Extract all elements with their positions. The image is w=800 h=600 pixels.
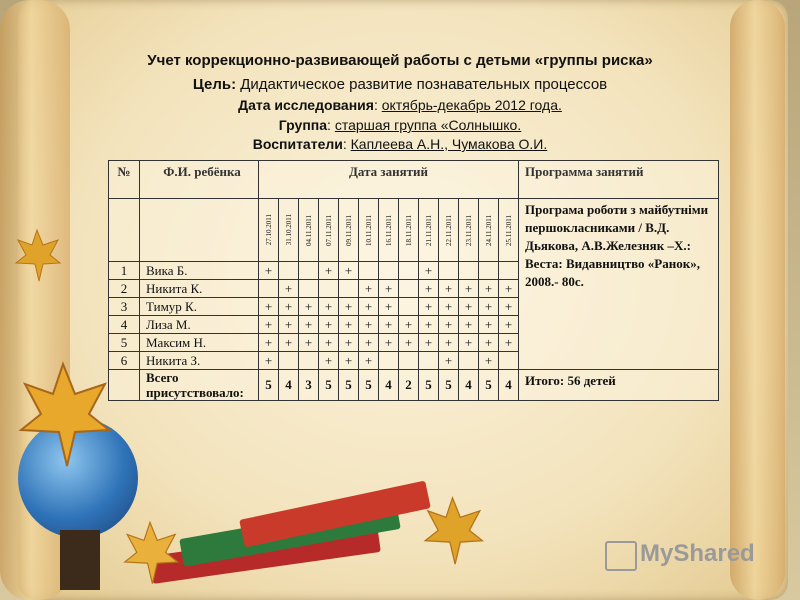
goal-line — [0, 76, 800, 93]
attendance-mark: + — [419, 280, 439, 298]
child-name: Лиза М. — [140, 316, 259, 334]
date-header-cell — [399, 199, 419, 262]
total-count: 5 — [359, 370, 379, 401]
total-count: 4 — [279, 370, 299, 401]
date-header-cell — [439, 199, 459, 262]
date-header-cell — [419, 199, 439, 262]
attendance-mark: + — [279, 334, 299, 352]
child-name: Никита З. — [140, 352, 259, 370]
row-number: 1 — [109, 262, 140, 280]
total-count: 4 — [379, 370, 399, 401]
col-program-header: Программа занятий — [519, 161, 719, 199]
attendance-mark: + — [339, 334, 359, 352]
group-line: Группа: старшая группа «Солнышко. — [278, 117, 522, 133]
attendance-mark: + — [339, 316, 359, 334]
col-dates-header: Дата занятий — [259, 161, 519, 199]
total-label: Всего присутствовало: — [140, 370, 259, 401]
date-label: 31.10.2011 — [284, 214, 293, 246]
attendance-mark: + — [279, 298, 299, 316]
attendance-mark — [399, 352, 419, 370]
goal-label: Цель: — [192, 76, 237, 93]
attendance-mark: + — [259, 316, 279, 334]
total-summary: Итого: 56 детей — [519, 370, 719, 401]
attendance-mark: + — [379, 334, 399, 352]
date-header-cell — [479, 199, 499, 262]
date-label: 04.11.2011 — [304, 214, 313, 246]
attendance-mark: + — [319, 316, 339, 334]
total-count: 4 — [459, 370, 479, 401]
attendance-mark: + — [459, 316, 479, 334]
attendance-mark: + — [279, 280, 299, 298]
attendance-mark — [459, 262, 479, 280]
attendance-mark — [319, 280, 339, 298]
attendance-mark: + — [259, 298, 279, 316]
attendance-mark: + — [299, 316, 319, 334]
total-count: 5 — [319, 370, 339, 401]
attendance-mark — [399, 280, 419, 298]
attendance-mark: + — [419, 298, 439, 316]
date-header-cell — [299, 199, 319, 262]
attendance-mark: + — [319, 352, 339, 370]
date-label: 24.11.2011 — [484, 214, 493, 246]
total-count: 5 — [419, 370, 439, 401]
attendance-mark: + — [319, 262, 339, 280]
attendance-table — [108, 160, 719, 401]
row-number: 3 — [109, 298, 140, 316]
attendance-mark — [399, 298, 419, 316]
attendance-mark: + — [499, 334, 519, 352]
attendance-mark: + — [299, 298, 319, 316]
row-number: 2 — [109, 280, 140, 298]
empty-cell — [109, 199, 140, 262]
attendance-mark: + — [299, 334, 319, 352]
date-label: 07.11.2011 — [324, 214, 333, 246]
attendance-mark — [419, 352, 439, 370]
attendance-mark — [299, 262, 319, 280]
attendance-mark: + — [359, 334, 379, 352]
attendance-mark: + — [259, 352, 279, 370]
page-title: Учет коррекционно-развивающей работы с детьми «группы риска» — [147, 52, 653, 69]
col-name-header: Ф.И. ребёнка — [140, 161, 259, 199]
total-count: 5 — [479, 370, 499, 401]
attendance-mark — [299, 352, 319, 370]
total-count: 3 — [299, 370, 319, 401]
attendance-mark — [379, 262, 399, 280]
attendance-mark: + — [279, 316, 299, 334]
attendance-mark: + — [399, 334, 419, 352]
empty-cell — [140, 199, 259, 262]
date-label: 21.11.2011 — [424, 214, 433, 246]
attendance-mark: + — [399, 316, 419, 334]
col-num-header: № — [109, 161, 140, 199]
attendance-mark: + — [479, 334, 499, 352]
child-name: Никита К. — [140, 280, 259, 298]
attendance-mark: + — [379, 316, 399, 334]
attendance-mark: + — [339, 262, 359, 280]
attendance-mark: + — [499, 298, 519, 316]
globe-stand — [60, 530, 100, 590]
child-name: Максим Н. — [140, 334, 259, 352]
total-count: 2 — [399, 370, 419, 401]
child-name: Тимур К. — [140, 298, 259, 316]
attendance-mark — [499, 352, 519, 370]
attendance-mark: + — [379, 280, 399, 298]
attendance-mark — [299, 280, 319, 298]
attendance-mark: + — [439, 316, 459, 334]
attendance-mark — [279, 262, 299, 280]
attendance-mark: + — [319, 298, 339, 316]
maple-leaf-icon — [12, 228, 62, 283]
attendance-mark — [479, 262, 499, 280]
date-header-cell — [339, 199, 359, 262]
maple-leaf-icon — [8, 360, 118, 470]
attendance-mark: + — [419, 334, 439, 352]
attendance-mark — [459, 352, 479, 370]
attendance-mark: + — [259, 334, 279, 352]
logo-text[interactable]: MyShared — [640, 540, 755, 567]
attendance-mark — [399, 262, 419, 280]
row-number: 5 — [109, 334, 140, 352]
attendance-mark — [259, 280, 279, 298]
date-label: 16.11.2011 — [384, 214, 393, 246]
date-line: Дата исследования: октябрь-декабрь 2012 года. — [238, 97, 562, 113]
attendance-mark: + — [479, 298, 499, 316]
date-header-cell — [279, 199, 299, 262]
date-label: 18.11.2011 — [404, 214, 413, 246]
date-label: Дата исследования — [238, 97, 374, 113]
attendance-mark: + — [499, 280, 519, 298]
date-label: 23.11.2011 — [464, 214, 473, 246]
attendance-mark: + — [459, 298, 479, 316]
attendance-mark — [439, 262, 459, 280]
teachers-value: Каплеева А.Н., Чумакова О.И. — [350, 136, 548, 152]
attendance-mark — [279, 352, 299, 370]
date-label: 22.11.2011 — [444, 214, 453, 246]
dates-row — [109, 199, 719, 262]
goal-value: Дидактическое развитие познавательных процессов — [240, 76, 608, 93]
date-label: 09.11.2011 — [344, 214, 353, 246]
attendance-mark: + — [339, 298, 359, 316]
maple-leaf-icon — [120, 520, 180, 586]
total-count: 5 — [339, 370, 359, 401]
logo-icon — [605, 541, 637, 571]
date-label: 25.11.2011 — [504, 214, 513, 246]
date-header-cell — [459, 199, 479, 262]
date-label: 27.10.2011 — [264, 214, 273, 246]
header-row — [109, 161, 719, 199]
attendance-mark — [359, 262, 379, 280]
attendance-mark: + — [419, 262, 439, 280]
attendance-mark: + — [379, 298, 399, 316]
date-value: октябрь-декабрь 2012 года. — [381, 97, 562, 113]
total-count: 5 — [259, 370, 279, 401]
date-header-cell — [259, 199, 279, 262]
date-header-cell — [319, 199, 339, 262]
attendance-mark: + — [479, 280, 499, 298]
child-name: Вика Б. — [140, 262, 259, 280]
attendance-mark: + — [319, 334, 339, 352]
total-count: 5 — [439, 370, 459, 401]
attendance-mark: + — [479, 316, 499, 334]
teachers-line: Воспитатели: Каплеева А.Н., Чумакова О.И. — [252, 136, 548, 152]
row-number: 6 — [109, 352, 140, 370]
attendance-mark: + — [419, 316, 439, 334]
date-header-cell — [379, 199, 399, 262]
attendance-mark — [339, 280, 359, 298]
maple-leaf-icon — [420, 495, 485, 567]
attendance-mark — [379, 352, 399, 370]
attendance-mark: + — [339, 352, 359, 370]
row-number: 4 — [109, 316, 140, 334]
attendance-mark: + — [439, 334, 459, 352]
attendance-mark: + — [499, 316, 519, 334]
attendance-mark: + — [359, 298, 379, 316]
attendance-mark: + — [479, 352, 499, 370]
date-header-cell — [359, 199, 379, 262]
group-value: старшая группа «Солнышко. — [334, 117, 522, 133]
date-label: 10.11.2011 — [364, 214, 373, 246]
teachers-label: Воспитатели — [252, 136, 343, 152]
attendance-mark: + — [459, 334, 479, 352]
attendance-mark — [499, 262, 519, 280]
attendance-mark: + — [359, 316, 379, 334]
attendance-mark: + — [459, 280, 479, 298]
attendance-mark: + — [359, 352, 379, 370]
attendance-mark: + — [439, 298, 459, 316]
total-count: 4 — [499, 370, 519, 401]
attendance-mark: + — [259, 262, 279, 280]
attendance-mark: + — [439, 280, 459, 298]
attendance-mark: + — [359, 280, 379, 298]
attendance-mark: + — [439, 352, 459, 370]
date-header-cell — [499, 199, 519, 262]
program-text: Програма роботи з майбутніми першокласниками / В.Д. Дьякова, А.В.Железняк –Х.: Веста: Видавництво «Ранок», 2008.- 80с. — [519, 199, 719, 370]
totals-row — [109, 370, 719, 401]
group-label: Группа — [278, 117, 328, 133]
